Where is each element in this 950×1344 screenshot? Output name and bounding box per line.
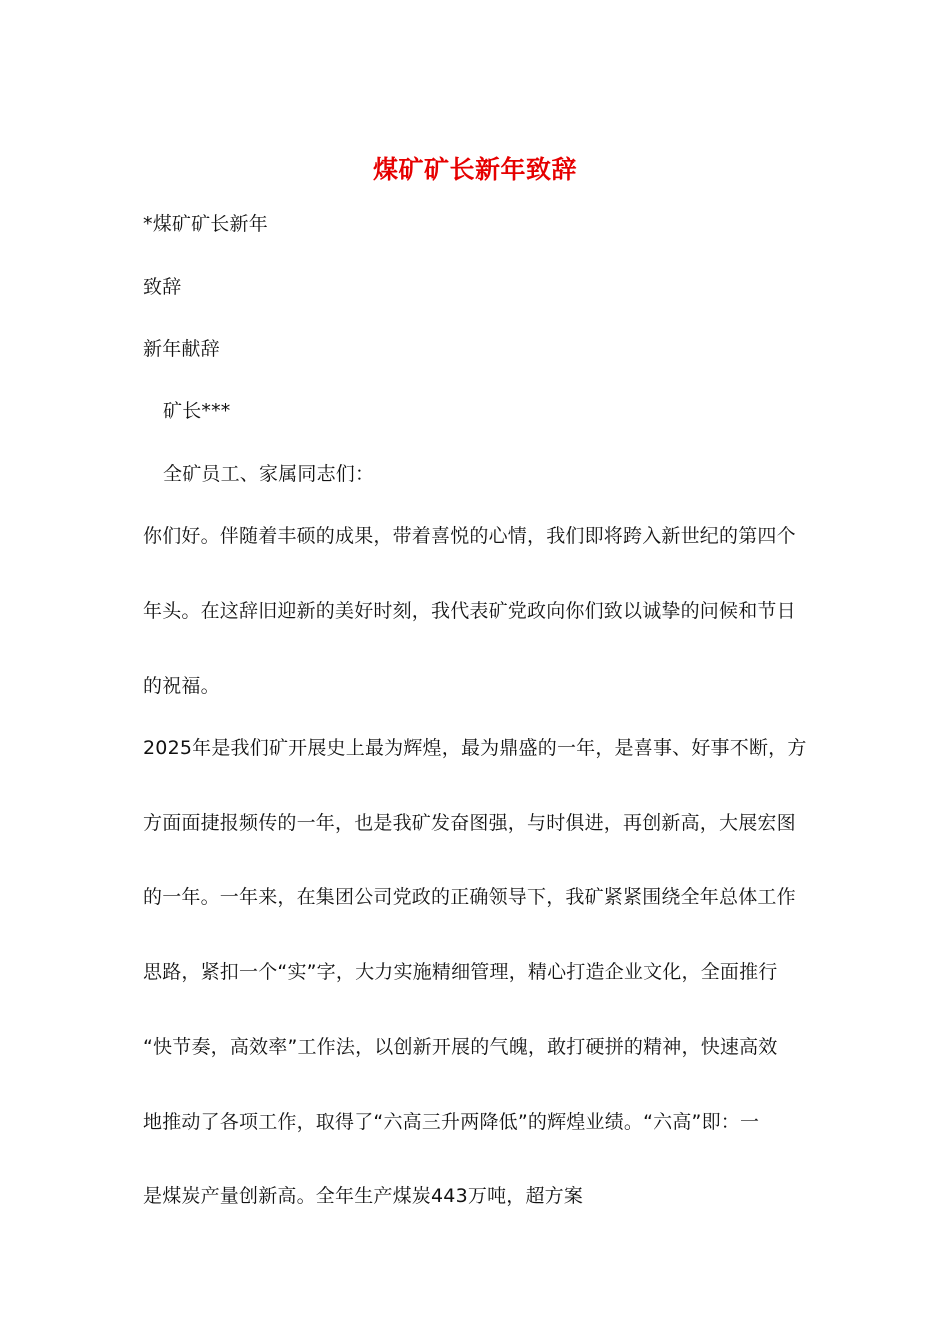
salutation-line: 全矿员工、家属同志们： <box>163 463 375 485</box>
text-line: 地推动了各项工作，取得了“六高三升两降低”的辉煌业绩。“六高”即：一 <box>143 1111 760 1133</box>
text-line: 是煤炭产量创新高。全年生产煤炭443万吨，超方案 <box>143 1185 584 1207</box>
text-line: *煤矿矿长新年 <box>143 213 268 235</box>
text-line: 的祝福。 <box>143 675 220 697</box>
text-line: 方面面捷报频传的一年，也是我矿发奋图强，与时俱进，再创新高，大展宏图 <box>143 812 796 834</box>
text-line: 你们好。伴随着丰硕的成果，带着喜悦的心情，我们即将跨入新世纪的第四个 <box>143 525 796 547</box>
text-line: 致辞 <box>143 276 182 298</box>
text-line: 新年献辞 <box>143 338 220 360</box>
text-line: 2025年是我们矿开展史上最为辉煌，最为鼎盛的一年，是喜事、好事不断，方 <box>143 737 807 759</box>
document-title: 煤矿矿长新年致辞 <box>372 155 577 184</box>
text-line: “快节奏，高效率”工作法，以创新开展的气魄，敢打硬拼的精神，快速高效 <box>143 1036 778 1058</box>
text-line: 年头。在这辞旧迎新的美好时刻，我代表矿党政向你们致以诚挚的问候和节日 <box>143 600 796 622</box>
author-line: 矿长*** <box>163 400 231 422</box>
text-line: 的一年。一年来，在集团公司党政的正确领导下，我矿紧紧围绕全年总体工作 <box>143 886 796 908</box>
text-line: 思路，紧扣一个“实”字，大力实施精细管理，精心打造企业文化，全面推行 <box>143 961 778 983</box>
